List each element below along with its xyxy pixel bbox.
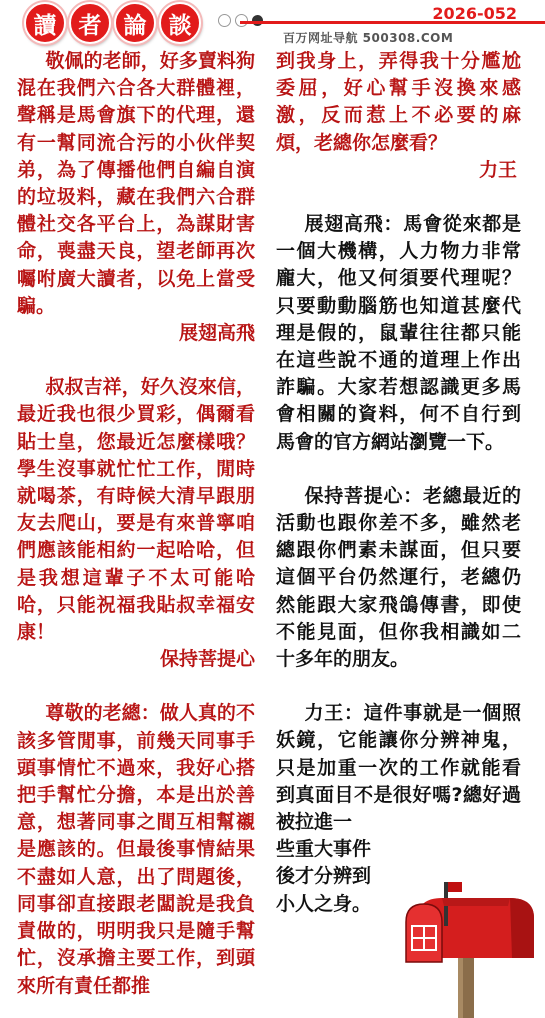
title-char: 談 [159, 2, 201, 44]
reader-letter: 叔叔吉祥，好久沒來信，最近我也很少買彩，偶爾看貼士皇，您最近怎麼樣哦？學生沒事就忙忙工作，閒時就喝茶，有時候大清早跟朋友去爬山，要是有來普寧咱們應該能相約一起哈哈，但是我想這輩子不太可能哈哈，只能祝福我貼叔幸福安康！ [17, 376, 255, 644]
editor-reply-line: 小人之身。 [276, 892, 372, 915]
left-column [17, 48, 255, 1000]
editor-reply: 力王：這件事就是一個照妖鏡，它能讓你分辨神鬼，只是加重一次的工作就能看到真面目不是很好嗎?總好過被拉進一 [276, 702, 521, 834]
editor-reply: 展翅高飛：馬會從來都是一個大機構，人力物力非常龐大，他又何須要代理呢？只要動動腦筋也知道甚麼代理是假的，鼠輩往往都只能在這些說不通的道理上作出詐騙。大家若想認識更多馬會相關的資料，何不自行到馬會的官方網站瀏覽一下。 [276, 213, 521, 453]
header [0, 0, 545, 46]
letter-signature: 力王 [478, 158, 517, 181]
right-column [276, 48, 521, 918]
editor-reply-line: 些重大事件 [276, 838, 372, 861]
reader-letter-continued: 到我身上，弄得我十分尷尬委屈，好心幫手沒換來感激，反而惹上不必要的麻煩，老總你怎麼看？ [276, 50, 521, 154]
circle-outline-icon [218, 14, 231, 27]
reader-letter: 敬佩的老師，好多賣料狗混在我們六合各大群體裡，聲稱是馬會旗下的代理，還有一幫同流合污的小伙伴契弟，為了傳播他們自編自演的垃圾料，藏在我們六合群體社交各平台上，為謀財害命，喪盡天良，望老師再次囑咐廣大讀者，以免上當受騙。 [17, 50, 255, 317]
reader-letter: 尊敬的老總：做人真的不該多管閒事，前幾天同事手頭事情忙不過來，我好心搭把手幫忙分擔，本是出於善意，想著同事之間互相幫襯是應該的。但最後事情結果不盡如人意，出了問題後，同事卻直接跟老闆說是我負責做的，明明我只是隨手幫忙，沒承擔主要工作，到頭來所有責任都推 [17, 702, 255, 997]
title-char: 讀 [24, 2, 66, 44]
letter-signature: 保持菩提心 [159, 648, 255, 671]
title-char: 論 [114, 2, 156, 44]
title-char: 者 [69, 2, 111, 44]
issue-number: 2026-052 [432, 4, 517, 23]
site-watermark: 百万网址导航 500308.COM [283, 31, 454, 45]
letter-signature: 展翅高飛 [178, 322, 255, 345]
editor-reply: 保持菩提心：老總最近的活動也跟你差不多，雖然老總跟你們素未謀面，但只要這個平台仍然運行，老總仍然能跟大家飛鴿傳書，即使不能見面，但你我相識如二十多年的朋友。 [276, 484, 521, 671]
column-title [24, 2, 201, 44]
mailbox-icon [400, 880, 540, 1018]
editor-reply-line: 後才分辨到 [276, 865, 372, 888]
